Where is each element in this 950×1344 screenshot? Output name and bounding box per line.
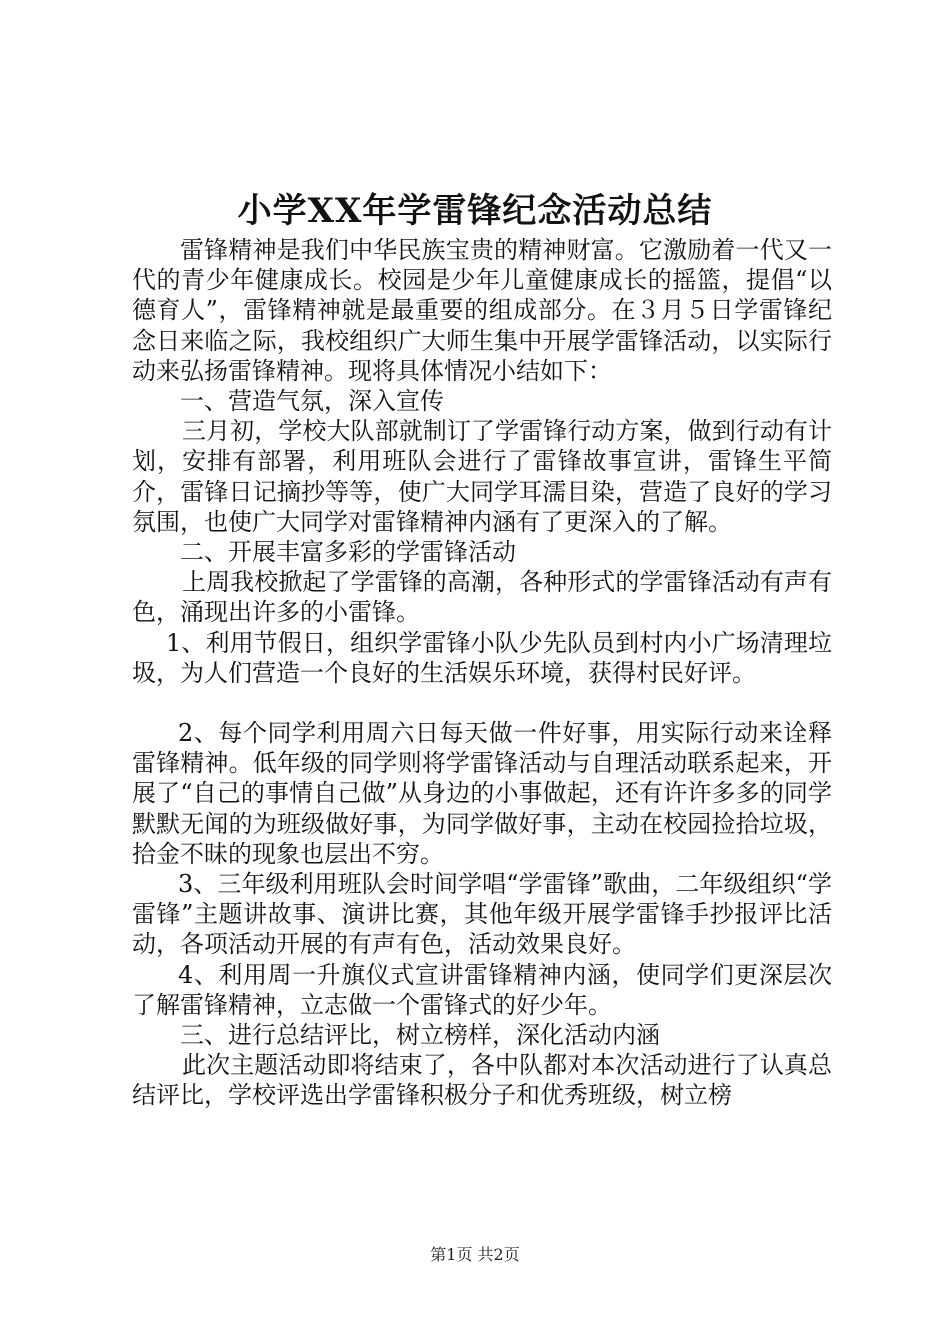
body-paragraph: 上周我校掀起了学雷锋的高潮，各种形式的学雷锋活动有声有色，涌现出许多的小雷锋。 bbox=[132, 568, 832, 627]
body-paragraph: 雷锋精神是我们中华民族宝贵的精神财富。它激励着一代又一代的青少年健康成长。校园是少年儿童健康成长的摇篮，提倡“以德育人”，雷锋精神就是最重要的组成部分。在３月５日学雷锋纪念日来临之际，我校组织广大师生集中开展学雷锋活动，以实际行动来弘扬雷锋精神。现将具体情况小结如下： bbox=[132, 236, 832, 385]
body-paragraph: 4、利用周一升旗仪式宣讲雷锋精神内涵，使同学们更深层次了解雷锋精神，立志做一个雷锋式的好少年。 bbox=[132, 960, 832, 1019]
document-body bbox=[132, 235, 832, 1111]
body-paragraph: 二、开展丰富多彩的学雷锋活动 bbox=[180, 538, 516, 567]
page-number-label: 第1页 共2页 bbox=[430, 1245, 520, 1264]
body-paragraph: 3、三年级利用班队会时间学唱“学雷锋”歌曲，二年级组织“学雷锋”主题讲故事、演讲比赛，其他年级开展学雷锋手抄报评比活动，各项活动开展的有声有色，活动效果良好。 bbox=[132, 870, 832, 959]
body-paragraph: 三、进行总结评比，树立榜样，深化活动内涵 bbox=[180, 1021, 660, 1050]
document-title: 小学XX年学雷锋纪念活动总结 bbox=[237, 191, 713, 231]
body-paragraph: 三月初，学校大队部就制订了学雷锋行动方案，做到行动有计划，安排有部署，利用班队会进行了雷锋故事宣讲，雷锋生平简介，雷锋日记摘抄等等，使广大同学耳濡目染，营造了良好的学习氛围，也使广大同学对雷锋精神内涵有了更深入的了解。 bbox=[132, 417, 832, 536]
body-paragraph: 1、利用节假日，组织学雷锋小队少先队员到村内小广场清理垃圾，为人们营造一个良好的生活娱乐环境，获得村民好评。 bbox=[132, 628, 832, 687]
body-paragraph: 一、营造气氛，深入宣传 bbox=[180, 387, 444, 416]
paragraph-gap bbox=[132, 688, 832, 718]
page-footer bbox=[0, 1244, 950, 1266]
body-paragraph: 此次主题活动即将结束了，各中队都对本次活动进行了认真总结评比，学校评选出学雷锋积极分子和优秀班级，树立榜 bbox=[132, 1051, 832, 1110]
body-paragraph: 2、每个同学利用周六日每天做一件好事，用实际行动来诠释雷锋精神。低年级的同学则将学雷锋活动与自理活动联系起来，开展了“自己的事情自己做”从身边的小事做起，还有许许多多的同学默默无闻的为班级做好事，为同学做好事，主动在校园捡拾垃圾，拾金不昧的现象也层出不穷。 bbox=[132, 719, 832, 868]
